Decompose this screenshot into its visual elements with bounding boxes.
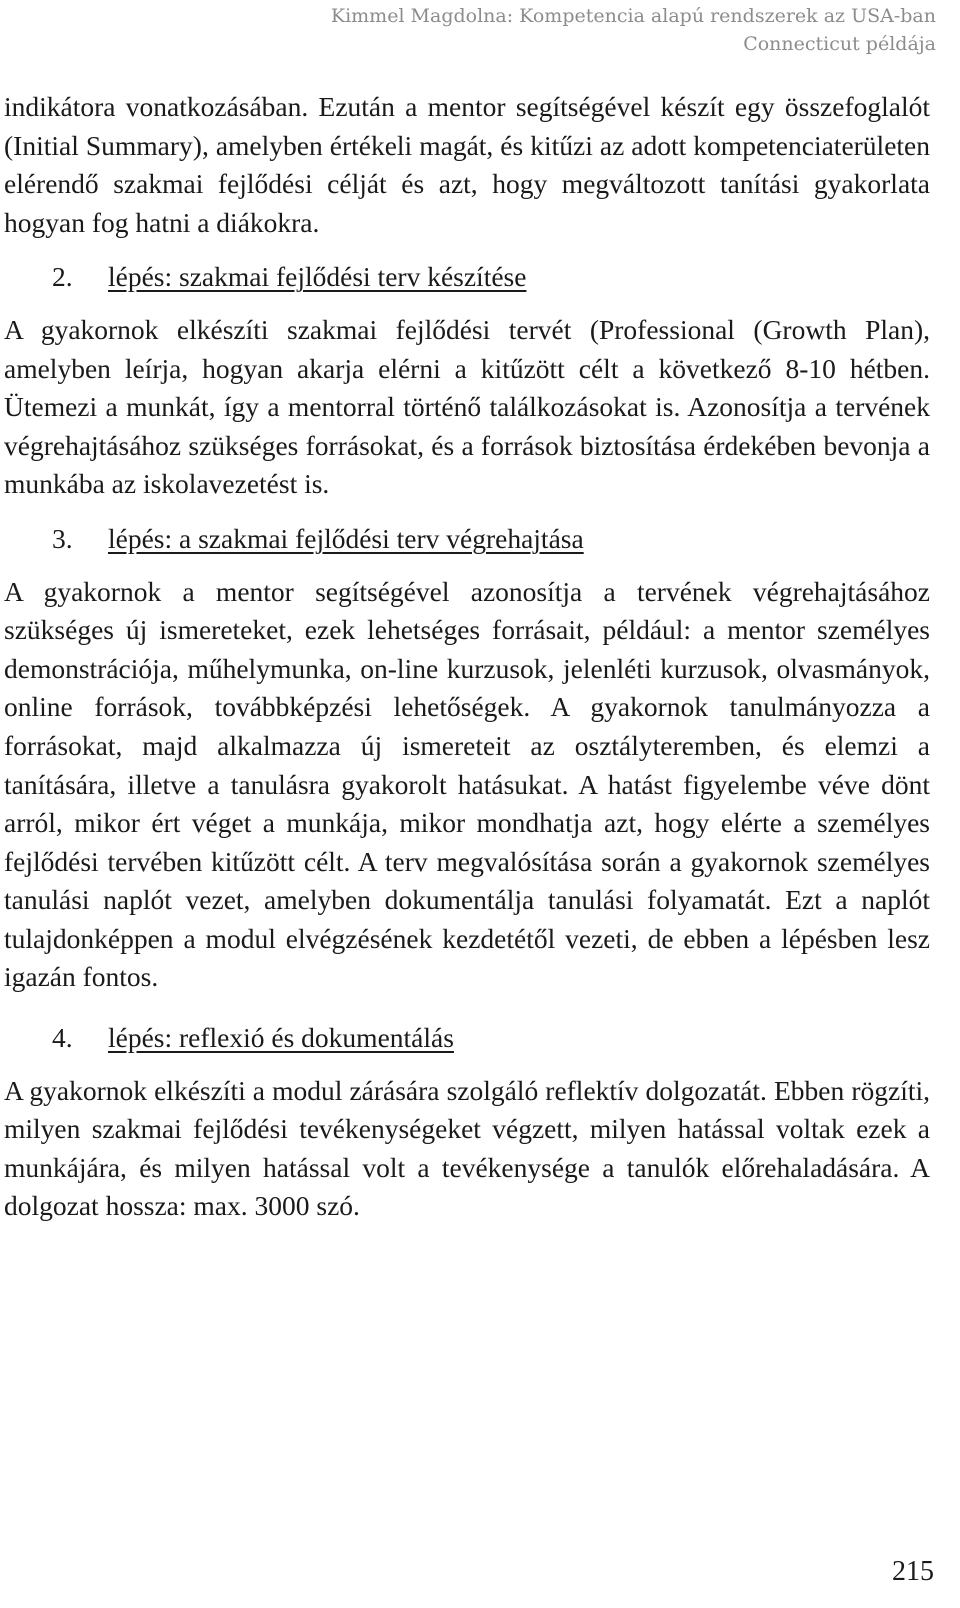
step-title: lépés: szakmai fejlődési terv készítése	[108, 261, 527, 293]
step-heading-3	[4, 520, 930, 559]
step-title: lépés: reflexió és dokumentálás	[108, 1022, 454, 1054]
step-heading-2	[4, 258, 930, 297]
page-number: 215	[892, 1556, 934, 1587]
running-header-line-2: Connecticut példája	[743, 33, 936, 55]
step-number: 3.	[52, 522, 73, 554]
running-header-line-1: Kimmel Magdolna: Kompetencia alapú rendszerek az USA-ban	[330, 5, 936, 27]
step-number: 2.	[52, 261, 73, 293]
paragraph-intro: indikátora vonatkozásában. Ezután a mentor segítségével készít egy összefoglalót (Initial Summary), amelyben értékeli magát, és kitűzi az adott kompetenciaterületen elérendő szakmai fejlődési célját és azt, hogy megváltozott tanítási gyakorlata hogyan fog hatni a diákokra.	[4, 91, 930, 238]
page-body	[4, 88, 930, 1226]
running-header	[236, 2, 936, 58]
paragraph-step-3: A gyakornok a mentor segítségével azonosítja a tervének végrehajtásához szükséges új ismereteket, ezek lehetséges forrásait, például: a mentor személyes demonstrációja, műhelymunka, on-line kurzusok, jelenléti kurzusok, olvasmányok, online források, továbbképzési lehetőségek. A gyakornok tanulmányozza a forrásokat, majd alkalmazza új ismereteit az osztályteremben, és elemzi a tanítására, illetve a tanulásra gyakorolt hatásukat. A hatást figyelembe véve dönt arról, mikor ért véget a munkája, mikor mondhatja azt, hogy elérte a személyes fejlődési tervében kitűzött célt. A terv megvalósítása során a gyakornok személyes tanulási naplót vezet, amelyben dokumentálja tanulási folyamatát. Ezt a naplót tulajdonképpen a modul elvégzésének kezdetétől vezeti, de ebben a lépésben lesz igazán fontos.	[4, 575, 930, 993]
step-title: lépés: a szakmai fejlődési terv végrehajtása	[108, 522, 584, 554]
paragraph-step-4: A gyakornok elkészíti a modul zárására szolgáló reflektív dolgozatát. Ebben rögzíti, milyen szakmai fejlődési tevékenységeket végzett, milyen hatással voltak ezek a munkájára, és milyen hatással volt a tevékenysége a tanulók előrehaladására. A dolgozat hossza: max. 3000 szó.	[4, 1074, 930, 1222]
step-heading-4	[4, 1019, 930, 1058]
paragraph-step-2: A gyakornok elkészíti szakmai fejlődési tervét (Professional (Growth Plan), amelyben leírja, hogyan akarja elérni a kitűzött célt a következő 8-10 hétben. Ütemezi a munkát, így a mentorral történő találkozásokat is. Azonosítja a tervének végrehajtásához szükséges forrásokat, és a források biztosítása érdekében bevonja a munkába az iskolavezetést is.	[4, 313, 930, 500]
step-number: 4.	[52, 1022, 73, 1054]
